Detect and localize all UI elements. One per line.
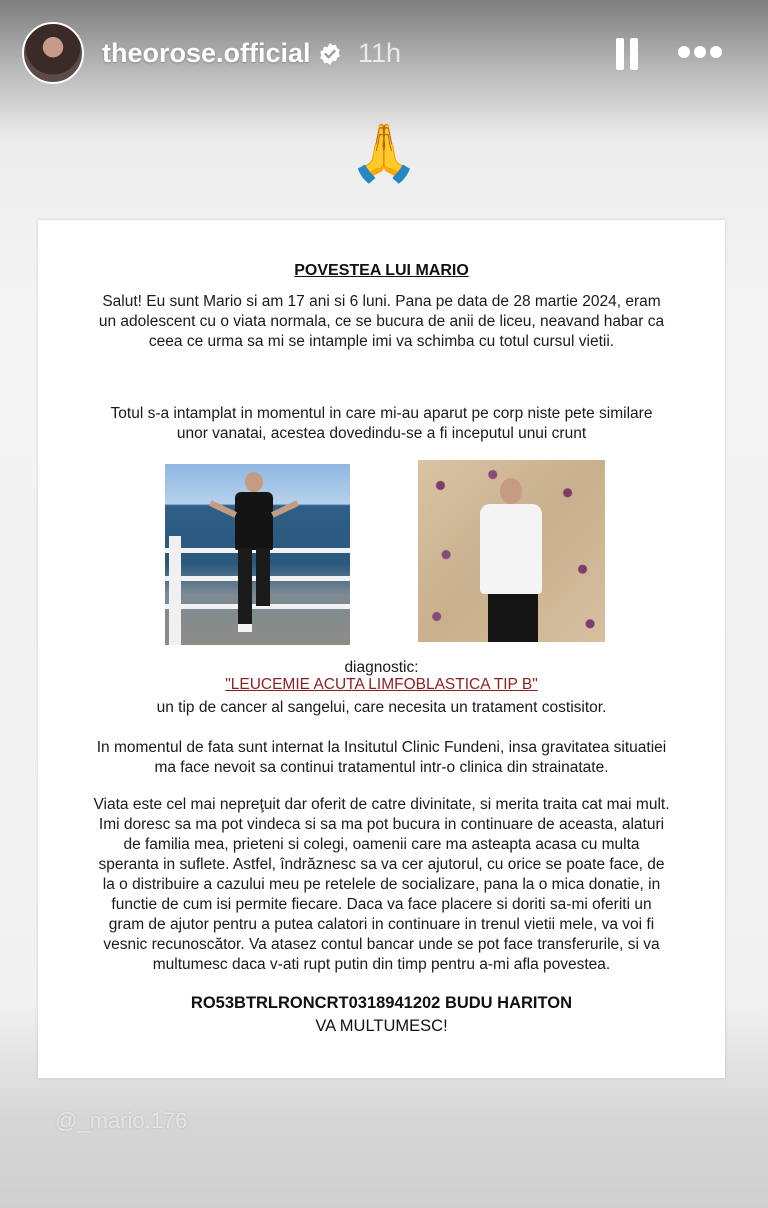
mention-sticker[interactable]: @_mario.176 [55, 1108, 188, 1133]
photo-flower-wall [418, 460, 605, 642]
person-shirt [235, 492, 273, 550]
bank-account: RO53BTRLRONCRT0318941202 BUDU HARITON [190, 994, 573, 1012]
praying-hands-emoji: 🙏 [349, 121, 419, 184]
person-head [500, 478, 522, 504]
diagnostic-label: diagnostic: [344, 659, 419, 676]
more-options-icon[interactable] [678, 46, 722, 60]
person-shirt [480, 504, 542, 594]
person-arm [271, 500, 299, 517]
story-paragraph-3: In momentul de fata sunt internat la Insitutul Clinic Fundeni, insa gravitatea situatiei ma face nevoit sa continui tratamentul intr-o clinica din strainatate. [96, 739, 667, 776]
person-leg [256, 548, 270, 606]
closing-thanks: VA MULTUMESC! [315, 1017, 448, 1035]
person-shoe [238, 624, 252, 632]
story-header [0, 0, 768, 110]
document-title: POVESTEA LUI MARIO [294, 262, 469, 279]
pause-icon[interactable] [616, 38, 640, 70]
story-time: 11h [358, 38, 402, 68]
person-pants [488, 594, 538, 642]
story-paragraph-1: Salut! Eu sunt Mario si am 17 ani si 6 luni. Pana pe data de 28 martie 2024, eram un adolescent cu o viata normala, ce se bucura de anii de liceu, neavand habar ca ceea ce urma sa mi se intample imi va schimba cu totul cursul vietii. [98, 293, 665, 350]
verified-badge-icon [318, 42, 342, 66]
person-head [245, 472, 263, 492]
story-paragraph-2: Totul s-a intamplat in momentul in care mi-au aparut pe corp niste pete similare unor vanatai, acestea dovedindu-se a fi inceputul unui crunt [110, 405, 653, 442]
profile-avatar[interactable] [22, 22, 84, 84]
story-document [38, 220, 725, 1078]
story-username[interactable]: theorose.official [102, 38, 311, 68]
diagnostic-name: "LEUCEMIE ACUTA LIMFOBLASTICA TIP B" [225, 676, 538, 693]
person-arm [209, 500, 237, 517]
diagnostic-description: un tip de cancer al sangelui, care necesita un tratament costisitor. [156, 699, 607, 716]
person-leg [238, 548, 252, 626]
story-paragraph-4: Viata este cel mai nepreţuit dar oferit de catre divinitate, si merita traita cat mai mult. Imi doresc sa ma pot vindeca si sa ma pot bucura in continuare de aceasta, alaturi de familia mea, prieteni si colegi, oamenii care ma asteapta acasa cu multa speranta in suflete. Astfel, îndrăznesc sa va cer ajutorul, cu orice se poate face, de la o distribuire a cazului meu pe retelele de socializare, pana la o mica donatie, in functie de cum isi permite fiecare. Daca va face placere si doriti sa-mi oferiti un gram de ajutor pentru a putea calatori in continuare in trenul vietii mele, va voi fi vesnic recunoscător. Va atasez contul bancar unde se pot face transferurile, si va multumesc daca v-ati rupt putin din timp pentru a-mi afla povestea. [93, 796, 670, 973]
photo-seaside [165, 464, 350, 645]
